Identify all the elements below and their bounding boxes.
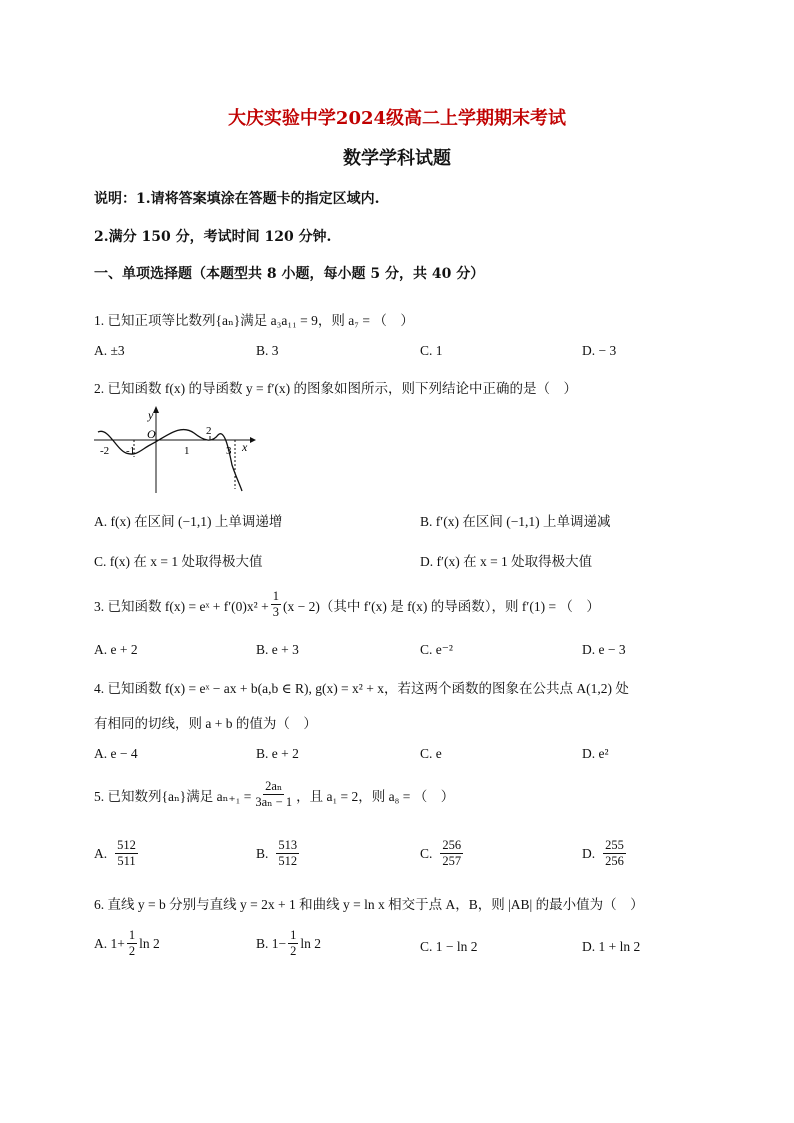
note-line-1: 说明：1.请将答案填涂在答题卡的指定区域内.: [94, 191, 380, 207]
q6-option-b: [256, 928, 321, 959]
exam-title: 大庆实验中学2024级高二上学期期末考试: [227, 108, 567, 129]
q5-b-frac: [276, 838, 299, 869]
q3-text-a: 3. 已知函数 f(x) = eˣ + f′(0)x² +: [94, 598, 269, 614]
q4-option-a: A. e − 4: [94, 746, 138, 761]
q5-frac-den: 3aₙ − 1: [255, 795, 293, 809]
q5-text-b: ，且 a₁ = 2，则 a₈ = （ ）: [296, 788, 455, 804]
q3-text-b: (x − 2)（其中 f′(x) 是 f(x) 的导函数），则 f′(1) = （ ）: [282, 598, 600, 614]
q5-option-d: [582, 838, 628, 869]
q3-frac-den: 3: [272, 605, 279, 619]
label-3: 3: [226, 445, 232, 457]
label-x: x: [242, 440, 248, 454]
q5-a-label: A.: [94, 845, 108, 861]
q5-d-num: 255: [605, 838, 624, 852]
q6-a-num: 1: [128, 928, 136, 942]
note-line-2: 2.满分 150 分，考试时间 120 分钟.: [94, 229, 332, 245]
label-minus-2: -2: [100, 445, 110, 457]
q3-fraction: [271, 589, 281, 620]
label-y: y: [148, 408, 154, 422]
q5-c-frac: [440, 838, 463, 869]
q6-a-frac: [127, 928, 137, 959]
q4-option-d: D. e²: [582, 746, 609, 761]
section-heading: 一、单项选择题（本题型共 8 小题，每小题 5 分，共 40 分）: [94, 266, 485, 282]
q3-option-d: D. e − 3: [582, 642, 626, 657]
y-axis-arrow: [153, 406, 159, 413]
exam-subtitle: 数学学科试题: [343, 148, 451, 169]
q3-option-b: B. e + 3: [256, 642, 299, 657]
q2-option-b: B. f′(x) 在区间 (−1,1) 上单调递减: [420, 514, 611, 529]
q1-option-c: C. 1: [420, 343, 443, 358]
label-origin: O: [147, 427, 156, 441]
question-6-stem: 6. 直线 y = b 分别与直线 y = 2x + 1 和曲线 y = ln x 相交于点 A，B，则 |AB| 的最小值为（ ）: [94, 897, 644, 912]
q1-option-d: D. − 3: [582, 343, 617, 358]
q5-option-c: [420, 838, 465, 869]
q5-d-label: D.: [582, 845, 596, 861]
q1-option-b: B. 3: [256, 343, 279, 358]
question-5-stem: [94, 779, 454, 810]
q6-b-num: 1: [290, 928, 297, 942]
q2-option-d: D. f′(x) 在 x = 1 处取得极大值: [420, 554, 593, 569]
q2-option-c: C. f(x) 在 x = 1 处取得极大值: [94, 554, 263, 569]
q5-c-num: 256: [442, 838, 462, 852]
q5-a-den: 511: [117, 854, 136, 868]
q6-b-frac: [288, 928, 298, 959]
label-1: 1: [184, 445, 190, 457]
q5-b-num: 513: [278, 838, 298, 852]
label-2: 2: [206, 425, 212, 437]
q5-b-den: 512: [278, 854, 298, 868]
q4-option-b: B. e + 2: [256, 746, 299, 761]
q3-option-c: C. e⁻²: [420, 642, 453, 657]
q5-option-b: [256, 838, 301, 869]
q5-a-num: 512: [117, 838, 136, 852]
q5-c-den: 257: [442, 854, 462, 868]
q6-a-den: 2: [128, 944, 136, 958]
question-3-stem: [94, 589, 600, 620]
q5-b-label: B.: [256, 845, 269, 861]
q6-b-den: 2: [290, 944, 297, 958]
q5-d-den: 256: [605, 854, 624, 868]
q5-option-a: [94, 838, 140, 869]
q2-option-a: A. f(x) 在区间 (−1,1) 上单调递增: [94, 514, 283, 529]
q6-option-d: D. 1 + ln 2: [582, 939, 641, 954]
q3-option-a: A. e + 2: [94, 642, 138, 657]
q5-d-frac: [603, 838, 626, 869]
derivative-curve: [98, 430, 242, 491]
q6-b-post: ln 2: [300, 935, 322, 951]
q6-b-pre: B. 1−: [256, 935, 287, 951]
question-2-stem: 2. 已知函数 f(x) 的导函数 y = f′(x) 的图象如图所示，则下列结论中正确的是（ ）: [94, 381, 578, 396]
q1-option-a: A. ±3: [94, 343, 125, 358]
question-4-stem-line2: 有相同的切线，则 a + b 的值为（ ）: [94, 716, 317, 731]
question-1-stem: 1. 已知正项等比数列{aₙ}满足 a₃a₁₁ = 9，则 a₇ = （ ）: [94, 313, 414, 328]
q6-a-post: ln 2: [139, 935, 160, 951]
q5-c-label: C.: [420, 845, 433, 861]
q4-option-c: C. e: [420, 746, 442, 761]
derivative-graph: [90, 405, 260, 497]
q5-frac-num: 2aₙ: [265, 779, 283, 793]
q6-option-a: [94, 928, 160, 959]
q6-option-c: C. 1 − ln 2: [420, 939, 478, 954]
q3-frac-num: 1: [272, 589, 279, 603]
x-axis-arrow: [250, 437, 256, 443]
q5-fraction: [253, 779, 294, 810]
question-4-stem: 4. 已知函数 f(x) = eˣ − ax + b(a,b ∈ R), g(x) = x² + x，若这两个函数的图象在公共点 A(1,2) 处: [94, 681, 629, 696]
q5-text-a: 5. 已知数列{aₙ}满足 aₙ₊₁ =: [94, 788, 252, 804]
label-minus-1: -1: [126, 445, 136, 457]
q5-a-frac: [115, 838, 138, 869]
q6-a-pre: A. 1+: [94, 935, 125, 951]
